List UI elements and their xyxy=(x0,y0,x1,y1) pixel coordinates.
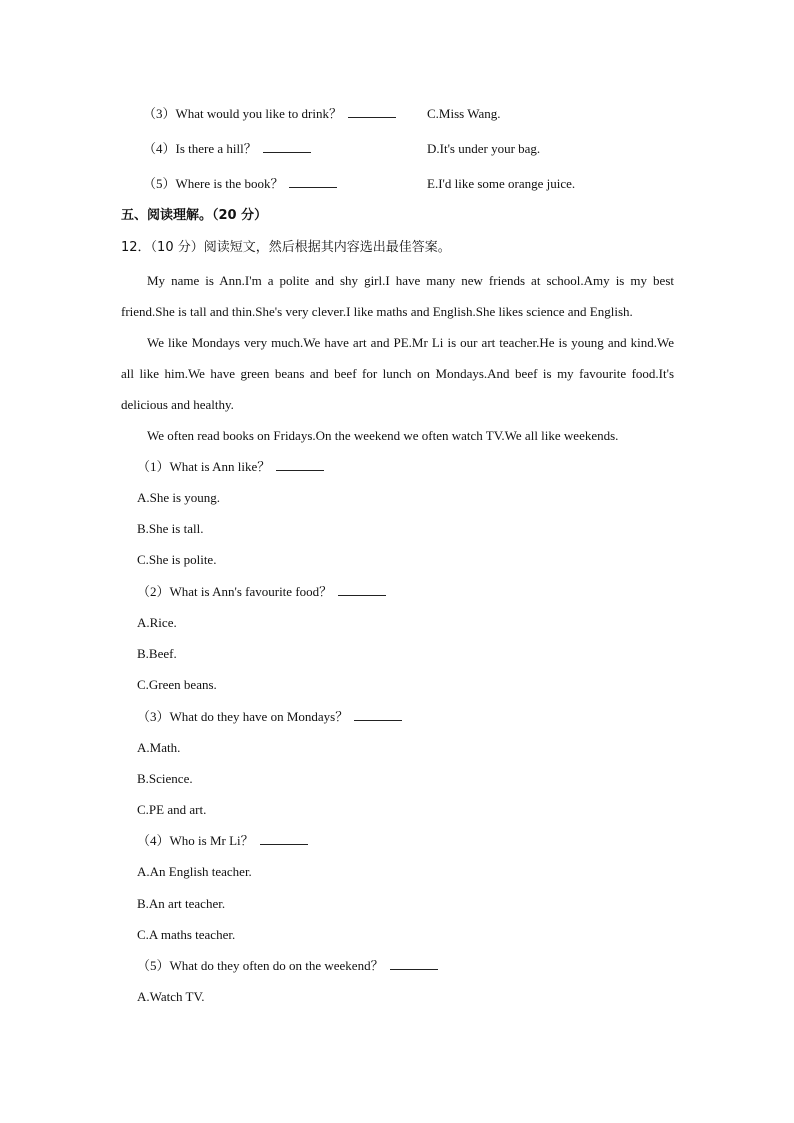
option-c[interactable]: C.Green beans. xyxy=(137,677,217,692)
question-text: （3）What do they have on Mondays？ xyxy=(137,709,349,724)
option-b[interactable]: B.Beef. xyxy=(137,646,177,661)
passage-paragraph-3: We often read books on Fridays.On the weekend we often watch TV.We all like weekends. xyxy=(147,428,619,443)
option-a[interactable]: A.An English teacher. xyxy=(137,864,252,879)
option-a[interactable]: A.She is young. xyxy=(137,490,221,505)
question-2 xyxy=(137,583,386,601)
matching-question-3 xyxy=(143,105,396,123)
answer-blank[interactable] xyxy=(260,832,308,845)
question-heading: 12．（10 分）阅读短文，然后根据其内容选出最佳答案。 xyxy=(121,240,451,255)
question-text: （1）What is Ann like？ xyxy=(137,459,271,474)
option-c[interactable]: C.PE and art. xyxy=(137,802,207,817)
question-3 xyxy=(137,708,402,726)
matching-question-4 xyxy=(143,140,311,158)
answer-blank[interactable] xyxy=(263,140,311,153)
question-5 xyxy=(137,957,438,975)
matching-question-text: （3）What would you like to drink？ xyxy=(143,106,342,121)
question-text: （5）What do they often do on the weekend？ xyxy=(137,958,384,973)
option-a[interactable]: A.Rice. xyxy=(137,615,177,630)
passage-paragraph-1: My name is Ann.I'm a polite and shy girl.I have many new friends at school.Amy is my best friend.She is tall and thin.She's very clever.I like maths and English.She likes science and English. xyxy=(121,273,674,319)
matching-option-c: C.Miss Wang. xyxy=(427,106,501,121)
option-b[interactable]: B.Science. xyxy=(137,771,193,786)
answer-blank[interactable] xyxy=(276,458,324,471)
question-1 xyxy=(137,458,324,476)
matching-question-text: （4）Is there a hill？ xyxy=(143,141,257,156)
matching-option-d: D.It's under your bag. xyxy=(427,141,541,156)
option-a[interactable]: A.Watch TV. xyxy=(137,989,205,1004)
question-text: （4）Who is Mr Li？ xyxy=(137,833,254,848)
matching-question-5 xyxy=(143,175,337,193)
section-title: 五、阅读理解。（20 分） xyxy=(121,208,268,223)
option-a[interactable]: A.Math. xyxy=(137,740,181,755)
matching-question-text: （5）Where is the book？ xyxy=(143,176,284,191)
answer-blank[interactable] xyxy=(354,708,402,721)
question-4 xyxy=(137,832,308,850)
answer-blank[interactable] xyxy=(390,957,438,970)
answer-blank[interactable] xyxy=(289,175,337,188)
question-text: （2）What is Ann's favourite food？ xyxy=(137,584,333,599)
option-b[interactable]: B.She is tall. xyxy=(137,521,204,536)
answer-blank[interactable] xyxy=(338,583,386,596)
option-b[interactable]: B.An art teacher. xyxy=(137,896,226,911)
option-c[interactable]: C.She is polite. xyxy=(137,552,217,567)
passage-paragraph-2: We like Mondays very much.We have art and PE.Mr Li is our art teacher.He is young and kind.We all like him.We have green beans and beef for lunch on Mondays.And beef is my favourite food.It's delicious and healthy. xyxy=(121,335,674,412)
option-c[interactable]: C.A maths teacher. xyxy=(137,927,236,942)
matching-option-e: E.I'd like some orange juice. xyxy=(427,176,576,191)
answer-blank[interactable] xyxy=(348,105,396,118)
